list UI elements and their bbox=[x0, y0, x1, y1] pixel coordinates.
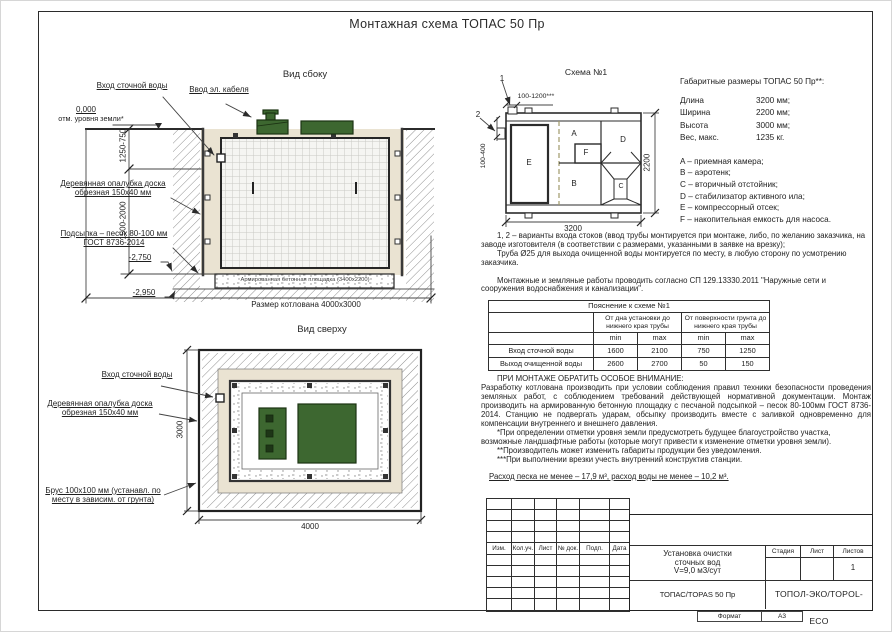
note-sp-standard: Монтажные и земляные работы проводить согласно СП 129.13330.2011 "Наружные сети и сооружения водоснабжения и канализации". bbox=[481, 275, 826, 294]
revision-header-row: Изм. Кол.уч. Лист № док. Подп. Дата bbox=[487, 543, 630, 555]
level-pad: -2,750 bbox=[128, 253, 152, 262]
level-bottom: -2,950 bbox=[132, 288, 156, 297]
side-view-title: Вид сбоку bbox=[282, 69, 328, 80]
note-variants: 1, 2 – варианты входа стоков (ввод трубы монтируется при монтаже, либо, по желанию заказчика, на заводе изготовителя (в соответствии с размерами, указанными в заявке на врезку); bbox=[481, 231, 866, 249]
attention-block bbox=[481, 375, 871, 481]
scheme-marker-1: 1 bbox=[499, 74, 505, 83]
attention-body: Разработку котлована производить при условии соблюдения правил техники безопасности проведения земляных работ, с соблюдением требований действующей нормативной документации. Монтаж производить на армированную бетонную площадку с песчаной подсыпкой – песок 80-100мм ГОСТ 8736-2014. Станцию не подвергать ударам, обсыпку производить вместе с заливкой одновременно для компенсации внутреннего и внешнего давления. bbox=[481, 382, 871, 428]
page-title: Монтажная схема ТОПАС 50 Пр bbox=[349, 17, 545, 31]
scheme-explanation-table: Пояснение к схеме №1 От дна установки до нижнего края трубы От поверхности грунта до нижнего края трубы min max min max Вход сточной воды 1600 2100 750 1250 Выход очищенной воды 2600 2700 50 150 bbox=[488, 300, 770, 371]
scheme-dim-top: 100-1200*** bbox=[517, 93, 555, 100]
stage-header-row: Стадия Лист Листов bbox=[766, 546, 872, 558]
compartment-d: D bbox=[620, 135, 626, 144]
doc-title-cell: Установка очистки сточных вод V=9,0 м3/сут bbox=[630, 546, 766, 580]
zero-note: отм. уровня земли* bbox=[58, 114, 124, 123]
top-dim-bottom: 4000 bbox=[301, 522, 319, 531]
revision-table bbox=[486, 498, 630, 612]
pad-label: Армированная бетонная площадка (3400x2200) bbox=[240, 277, 370, 283]
sand-label: Подсыпка – песок 80-100 мм ГОСТ 8736-2014 bbox=[60, 229, 168, 248]
spec-row: Длина 3200 мм; bbox=[680, 95, 791, 105]
attention-note-1: *При определении отметки уровня земли предусмотреть будущее благоустройство участка, возможные ландшафтные работы (которые могут привести к изменение отметки уровня земли). bbox=[481, 427, 832, 446]
compartment-b: B bbox=[571, 179, 577, 188]
sheets-count: 1 bbox=[850, 563, 856, 572]
spec-row: Вес, макс. 1235 кг. bbox=[680, 133, 785, 143]
top-dim-side: 3000 bbox=[175, 420, 185, 439]
attention-note-2: **Производитель может изменить габариты продукции без уведомления. bbox=[497, 445, 762, 455]
format-value: А3 bbox=[777, 613, 787, 620]
scheme-dim-bottom: 3200 bbox=[564, 224, 582, 233]
dim-upper: 1250-750 bbox=[118, 128, 128, 163]
installation-notes bbox=[481, 232, 871, 294]
specs-panel bbox=[680, 77, 873, 226]
top-inlet-label: Вход сточной воды bbox=[101, 370, 173, 379]
pit-dim: Размер котлована 4000x3000 bbox=[206, 300, 406, 309]
company-cell: ТОПОЛ-ЭКО/TOPOL-ECO bbox=[774, 589, 863, 626]
compartment-e: E bbox=[526, 158, 532, 167]
table-group-2: От поверхности грунта до нижнего края трубы bbox=[682, 313, 770, 333]
dim-lower: 1500-2000 bbox=[118, 201, 128, 240]
specs-title: Габаритные размеры ТОПАС 50 Пр**: bbox=[680, 77, 825, 86]
attention-note-3: ***При выполнении врезки учесть внутренний конструктив станции. bbox=[497, 454, 743, 464]
side-cable-label: Ввод эл. кабеля bbox=[189, 85, 249, 94]
compartment-f: F bbox=[583, 148, 589, 157]
side-view-drawing bbox=[82, 97, 435, 303]
spec-row: Ширина 2200 мм; bbox=[680, 108, 791, 118]
table-title: Пояснение к схеме №1 bbox=[489, 301, 770, 313]
side-formwork-label: Деревянная опалубка доска обрезная 150x40 мм bbox=[60, 179, 166, 198]
scheme-title: Схема №1 bbox=[564, 67, 608, 77]
zero-mark: 0,000 bbox=[75, 105, 97, 114]
top-view-drawing bbox=[159, 346, 425, 524]
scheme-marker-2: 2 bbox=[475, 110, 481, 119]
compartment-legend: A – приемная камера; B – аэротенк; C – вторичный отстойник; D – стабилизатор активного ила; E – компрессорный отсек; F – накопительная емкость для насоса. bbox=[680, 156, 831, 224]
compartment-a: A bbox=[571, 129, 577, 138]
stage-value-row bbox=[766, 558, 872, 580]
table-row: Выход очищенной воды 2600 2700 50 150 bbox=[489, 358, 770, 371]
consumption-line: Расход песка не менее – 17,9 м³, расход воды не менее – 10,2 м³. bbox=[489, 471, 729, 481]
table-group-1: От дна установки до нижнего края трубы bbox=[594, 313, 682, 333]
side-inlet-label: Вход сточной воды bbox=[96, 81, 168, 90]
attention-title: ПРИ МОНТАЖЕ ОБРАТИТЬ ОСОБОЕ ВНИМАНИЕ: bbox=[497, 374, 684, 383]
model-cell: ТОПАС/TOPAS 50 Пр bbox=[630, 581, 766, 609]
scheme-drawing bbox=[480, 81, 659, 227]
spec-row: Высота 3000 мм; bbox=[680, 120, 791, 130]
compartment-c: C bbox=[618, 183, 624, 190]
title-block-empty-row bbox=[630, 515, 872, 546]
table-row: Вход сточной воды 1600 2100 750 1250 bbox=[489, 345, 770, 358]
format-strip bbox=[697, 611, 803, 622]
scheme-dim-right: 2200 bbox=[642, 153, 652, 172]
scheme-dim-left: 100-400 bbox=[480, 143, 488, 169]
beam-label: Брус 100x100 мм (устанавл. по месту в зависим. от грунта) bbox=[45, 486, 161, 505]
note-outlet-pipe: Труба Ø25 для выхода очищенной воды монтируется по месту, в любую сторону по усмотрению заказчика. bbox=[481, 248, 847, 267]
top-view-title: Вид сверху bbox=[297, 324, 347, 335]
format-label: Формат bbox=[698, 612, 762, 621]
top-formwork-label: Деревянная опалубка доска обрезная 150x40 мм bbox=[47, 399, 153, 418]
